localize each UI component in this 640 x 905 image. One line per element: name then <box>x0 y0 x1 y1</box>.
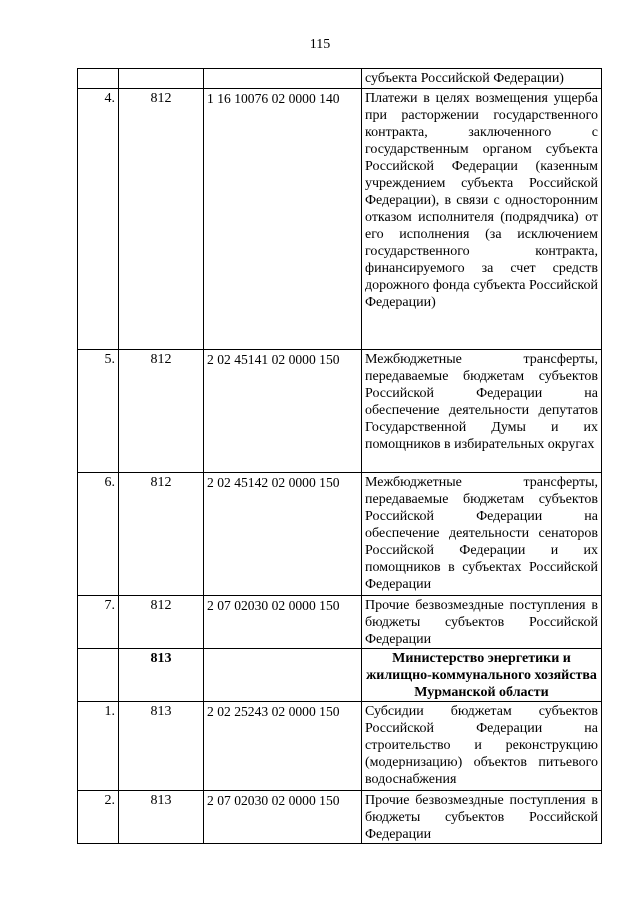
cell-description: Межбюджетные трансферты, передаваемые бюджетам субъектов Российской Федерации на обеспечение деятельности депутатов Государственной Думы и их помощников в избирательных округах <box>362 350 602 473</box>
table-row <box>78 350 602 473</box>
cell-description: субъекта Российской Федерации) <box>362 69 602 89</box>
cell-number: 7. <box>78 596 119 649</box>
table-row <box>78 473 602 596</box>
cell-admin-code: 812 <box>119 596 204 649</box>
cell-admin-code: 813 <box>119 791 204 844</box>
cell-admin-code: 812 <box>119 89 204 350</box>
table-row-continuation <box>78 69 602 89</box>
section-title: Министерство энергетики и жилищно-коммунального хозяйства Мурманской области <box>362 649 602 702</box>
table-row <box>78 596 602 649</box>
cell-budget-code: 2 07 02030 02 0000 150 <box>204 596 362 649</box>
cell-description: Субсидии бюджетам субъектов Российской Федерации на строительство и реконструкцию (модернизацию) объектов питьевого водоснабжения <box>362 702 602 791</box>
cell-description: Межбюджетные трансферты, передаваемые бюджетам субъектов Российской Федерации на обеспечение деятельности сенаторов Российской Федерации и их помощников в субъектах Российской Федерации <box>362 473 602 596</box>
cell-budget-code <box>204 69 362 89</box>
cell-budget-code: 2 02 45141 02 0000 150 <box>204 350 362 473</box>
cell-admin-code: 812 <box>119 350 204 473</box>
cell-description: Платежи в целях возмещения ущерба при расторжении государственного контракта, заключенного с государственным органом субъекта Российской Федерации (казенным учреждением субъекта Российской Федерации), в связи с односторонним отказом исполнителя (подрядчика) от его исполнения (за исключением государственного контракта, финансируемого за счет средств дорожного фонда субъекта Российской Федерации) <box>362 89 602 350</box>
cell-number: 4. <box>78 89 119 350</box>
cell-admin-code: 813 <box>119 702 204 791</box>
section-header-row <box>78 649 602 702</box>
section-admin-code: 813 <box>119 649 204 702</box>
table-row <box>78 791 602 844</box>
cell-number: 2. <box>78 791 119 844</box>
cell-number: 1. <box>78 702 119 791</box>
table-row <box>78 702 602 791</box>
cell-budget-code: 2 07 02030 02 0000 150 <box>204 791 362 844</box>
cell-budget-code: 2 02 25243 02 0000 150 <box>204 702 362 791</box>
cell-budget-code: 2 02 45142 02 0000 150 <box>204 473 362 596</box>
cell-description: Прочие безвозмездные поступления в бюджеты субъектов Российской Федерации <box>362 791 602 844</box>
cell-budget-code <box>204 649 362 702</box>
page-number: 115 <box>309 37 331 52</box>
revenue-table <box>77 68 602 844</box>
table-row <box>78 89 602 350</box>
cell-number <box>78 69 119 89</box>
cell-description: Прочие безвозмездные поступления в бюджеты субъектов Российской Федерации <box>362 596 602 649</box>
cell-number: 6. <box>78 473 119 596</box>
cell-budget-code: 1 16 10076 02 0000 140 <box>204 89 362 350</box>
cell-number <box>78 649 119 702</box>
cell-admin-code: 812 <box>119 473 204 596</box>
cell-admin-code <box>119 69 204 89</box>
cell-number: 5. <box>78 350 119 473</box>
